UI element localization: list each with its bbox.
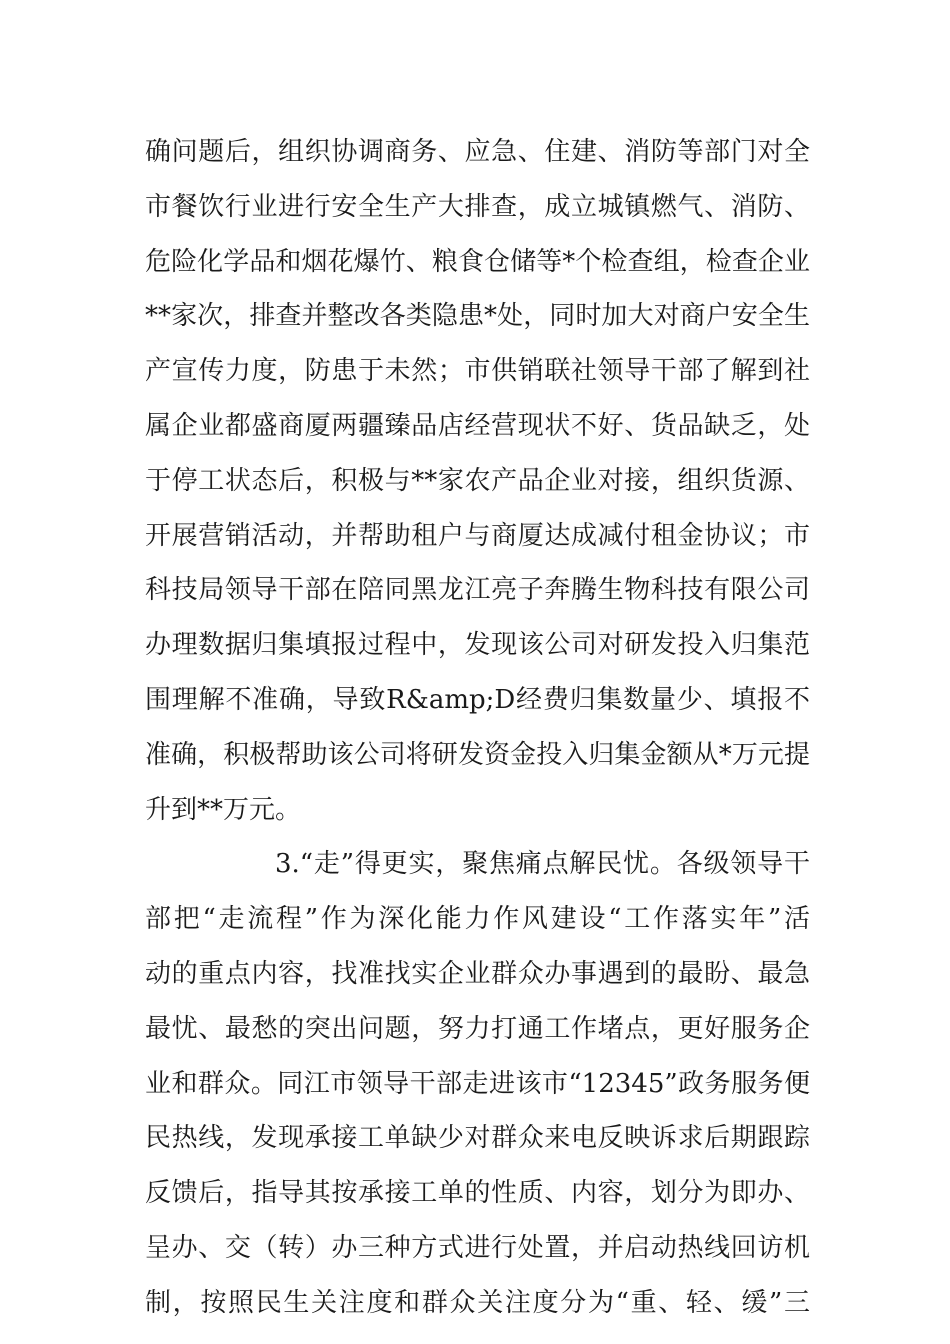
- text-line: 呈办、交（转）办三种方式进行处置，并启动热线回访机: [145, 1232, 810, 1263]
- text-line: 部把“走流程”作为深化能力作风建设“工作落实年”活: [145, 904, 810, 935]
- text-line: 准确，积极帮助该公司将研发资金投入归集金额从*万元提: [145, 739, 810, 770]
- text-line: 反馈后，指导其按承接工单的性质、内容，划分为即办、: [145, 1178, 810, 1209]
- text-line: 动的重点内容，找准找实企业群众办事遇到的最盼、最急: [145, 958, 810, 989]
- text-line: 办理数据归集填报过程中，发现该公司对研发投入归集范: [145, 630, 810, 661]
- body-text: [145, 125, 810, 1331]
- text-line: 开展营销活动，并帮助租户与商厦达成减付租金协议；市: [145, 520, 810, 551]
- paragraph-end-line: 升到**万元。: [145, 794, 302, 825]
- text-line: 制，按照民生关注度和群众关注度分为“重、轻、缓”三: [145, 1287, 810, 1318]
- text-line: 危险化学品和烟花爆竹、粮食仓储等*个检查组，检查企业: [145, 246, 810, 277]
- text-line: 属企业都盛商厦两疆臻品店经营现状不好、货品缺乏，处: [145, 410, 810, 441]
- text-line: 产宣传力度，防患于未然；市供销联社领导干部了解到社: [145, 356, 810, 387]
- text-line: 围理解不准确，导致R&amp;D经费归集数量少、填报不: [145, 684, 810, 715]
- text-line: 科技局领导干部在陪同黑龙江亮子奔腾生物科技有限公司: [145, 575, 810, 606]
- text-line: 于停工状态后，积极与**家农产品企业对接，组织货源、: [145, 465, 810, 496]
- text-line: 最忧、最愁的突出问题，努力打通工作堵点，更好服务企: [145, 1013, 810, 1044]
- text-line: 市餐饮行业进行安全生产大排查，成立城镇燃气、消防、: [145, 191, 810, 222]
- text-line: 确问题后，组织协调商务、应急、住建、消防等部门对全: [145, 137, 810, 167]
- text-line: **家次，排查并整改各类隐患*处，同时加大对商户安全生: [145, 301, 810, 332]
- text-line: 业和群众。同江市领导干部走进该市“12345”政务服务便: [145, 1068, 810, 1099]
- section-heading-line: 3.“走”得更实，聚焦痛点解民忧。各级领导干: [275, 849, 810, 880]
- text-line: 民热线，发现承接工单缺少对群众来电反映诉求后期跟踪: [145, 1123, 810, 1154]
